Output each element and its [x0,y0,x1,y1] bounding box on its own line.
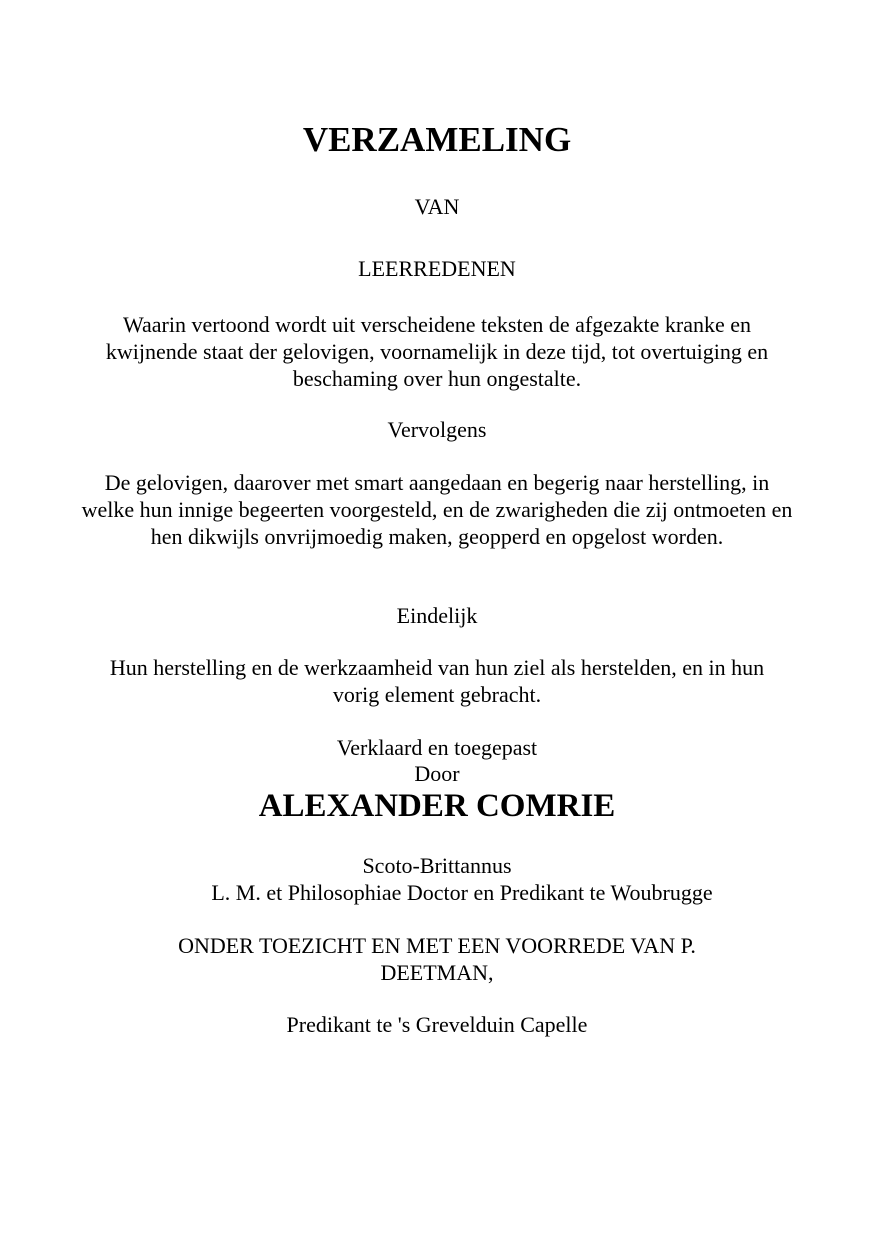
book-title: VERZAMELING [302,120,572,159]
verklaard-line: Verklaard en toegepast [336,735,538,760]
author-name: ALEXANDER COMRIE [258,788,616,824]
degree-line: L. M. et Philosophiae Doctor en Predikant te Woubrugge [211,880,713,905]
predikant-line: Predikant te 's Grevelduin Capelle [286,1012,588,1037]
paragraph-2: De gelovigen, daarover met smart aangedaan en begerig naar herstelling, in welke hun innige begeerten voorgesteld, en de zwarigheden die zij ontmoeten en hen dikwijls onvrijmoedig maken, geopperd en opgelost worden. [81,470,793,549]
van-line: VAN [414,194,460,219]
origin-line: Scoto-Brittannus [362,853,512,878]
eindelijk-line: Eindelijk [396,603,478,628]
supervision-line: ONDER TOEZICHT EN MET EEN VOORREDE VAN P. DEETMAN, [178,933,696,985]
subtitle: LEERREDENEN [358,256,516,281]
paragraph-3: Hun herstelling en de werkzaamheid van hun ziel als herstelden, en in hun vorig element gebracht. [109,655,765,707]
door-line: Door [414,761,460,786]
vervolgens-line: Vervolgens [387,417,487,442]
paragraph-1: Waarin vertoond wordt uit verscheidene teksten de afgezakte kranke en kwijnende staat der gelovigen, voornamelijk in deze tijd, tot overtuiging en beschaming over hun ongestalte. [105,312,769,391]
